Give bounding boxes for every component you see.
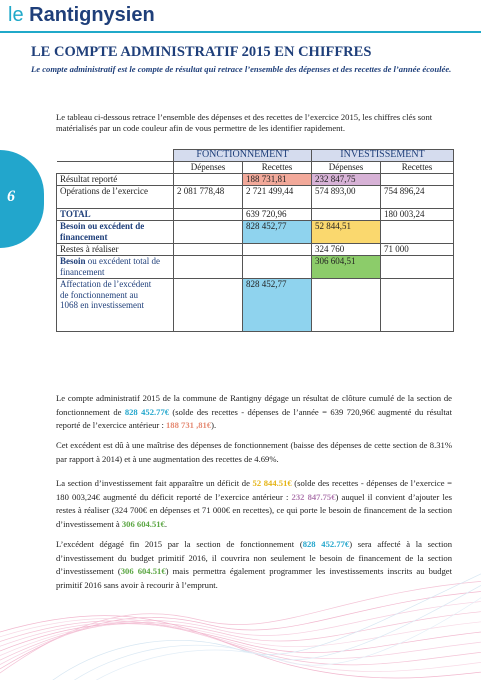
- cell-i-recettes: 71 000: [381, 244, 454, 256]
- cell-i-depenses: 574 893,00: [312, 186, 381, 209]
- cell-f-depenses: [174, 221, 243, 244]
- col-header-i-recettes: Recettes: [381, 162, 454, 174]
- row-label-rest: ou excédent total de financement: [60, 256, 160, 277]
- highlight-232847: 232 847.75€: [291, 491, 336, 502]
- table-row: [57, 209, 454, 221]
- text-run: L’excédent dégagé fin 2015 par la section de fonctionnement (: [56, 539, 303, 549]
- cell-f-depenses: [174, 279, 243, 332]
- table-row: [57, 279, 454, 332]
- table-row: [57, 174, 454, 186]
- row-label: Affectation de l’excédent de fonctionnement au 1068 en investissement: [57, 279, 174, 332]
- cell-f-recettes: 639 720,96: [243, 209, 312, 221]
- cell-f-depenses: [174, 209, 243, 221]
- cell-f-recettes: [243, 256, 312, 279]
- cell-i-depenses: [312, 209, 381, 221]
- cell-f-recettes: 2 721 499,44: [243, 186, 312, 209]
- cell-i-depenses: 52 844,51: [312, 221, 381, 244]
- text-run: (solde des recettes - dépenses de l’année = 639 720,96€ augmenté du résultat reporté de l’exercice antérieur :: [56, 406, 453, 430]
- text-run: La section d’investissement fait apparaître un déficit de: [56, 478, 253, 488]
- cell-f-depenses: [174, 256, 243, 279]
- paragraph-section-investissement: [56, 477, 452, 531]
- text-run: ) auquel il convient d’ajouter les restes à réaliser (324 700€ en dépenses et 71 000€ en recettes), ce qui porte le besoin de financement de la section d’investissement à: [56, 491, 452, 529]
- row-label: Besoin ou excédent de financement: [57, 221, 174, 244]
- col-header-i-depenses: Dépenses: [312, 162, 381, 174]
- table-row: [57, 256, 454, 279]
- cell-f-depenses: [174, 174, 243, 186]
- cell-i-depenses: 324 760: [312, 244, 381, 256]
- col-header-f-recettes: Recettes: [243, 162, 312, 174]
- text-run: ).: [211, 420, 217, 430]
- page-number-tab: [0, 150, 44, 248]
- page-title: LE COMPTE ADMINISTRATIF 2015 EN CHIFFRES: [31, 44, 372, 60]
- highlight-828452: 828 452.77€: [302, 539, 350, 549]
- col-header-f-depenses: Dépenses: [174, 162, 243, 174]
- table-row: [57, 221, 454, 244]
- table-group-header-row: [57, 150, 454, 162]
- cell-i-depenses: 232 847,75: [312, 174, 381, 186]
- text-run: (solde des recettes - dépenses de l’exercice = 180 003,24€ augmenté du déficit reporté de l’exercice antérieur :: [56, 478, 453, 502]
- page-number: 6: [7, 188, 15, 205]
- highlight-188731: 188 731 ,81€: [165, 420, 212, 430]
- cell-i-recettes: [381, 256, 454, 279]
- cell-f-depenses: [174, 244, 243, 256]
- row-label: [57, 256, 174, 279]
- cell-i-depenses: 306 604,51: [312, 256, 381, 279]
- row-label: Restes à réaliser: [57, 244, 174, 256]
- magazine-logo: [8, 4, 155, 27]
- brand-name: Rantignysien: [29, 4, 155, 26]
- cell-f-recettes: [243, 244, 312, 256]
- cell-f-recettes: 828 452,77: [243, 221, 312, 244]
- table-row: [57, 244, 454, 256]
- text-run: .: [164, 518, 167, 529]
- text-run: Le compte administratif 2015 de la commune de Rantigny dégage un résultat de clôture cumulé de la section de fonctionnement de: [56, 393, 452, 417]
- group-header-investissement: INVESTISSEMENT: [312, 150, 454, 162]
- highlight-306604: 306 604.51€: [120, 566, 166, 576]
- table-corner: [57, 150, 174, 162]
- text-run: ) mais permettra également programmer les investissements inscrits au budget primitif 2016 sans avoir à recourir à l’emprunt.: [56, 566, 452, 590]
- budget-table: [56, 149, 454, 332]
- page-header: [0, 0, 481, 34]
- highlight-306604: 306 604.51€: [121, 518, 165, 529]
- cell-f-depenses: 2 081 778,48: [174, 186, 243, 209]
- highlight-52844: 52 844.51€: [252, 478, 292, 488]
- cell-i-recettes: 180 003,24: [381, 209, 454, 221]
- cell-i-recettes: [381, 174, 454, 186]
- text-run: ) sera affecté à la section d’investissement du budget primitif 2016, il couvrira non seulement le besoin de financement de la section d’investissement (: [56, 539, 453, 576]
- paragraph-maitrise-depenses: Cet excédent est dû à une maîtrise des dépenses de fonctionnement (baisse des dépenses de cette section de 8.31% par rapport à 2014) et à une augmentation des recettes de 4.69%.: [56, 440, 452, 464]
- table-sub-header-row: [57, 162, 454, 174]
- intro-paragraph: Le tableau ci-dessous retrace l’ensemble des dépenses et des recettes de l’exercice 2015, les chiffres clés sont matérialisés par un code couleur afin de vous permettre de les identifier rapidement.: [56, 112, 433, 133]
- header-rule: [0, 31, 481, 33]
- paragraph-resultat-fonctionnement: [56, 392, 452, 433]
- table-row: [57, 186, 454, 209]
- row-label: Opérations de l’exercice: [57, 186, 174, 209]
- cell-i-recettes: 754 896,24: [381, 186, 454, 209]
- decorative-wave-lines: [0, 560, 481, 680]
- cell-i-recettes: [381, 279, 454, 332]
- brand-prefix: le: [8, 4, 30, 26]
- cell-f-recettes: 828 452,77: [243, 279, 312, 332]
- row-label: TOTAL: [57, 209, 174, 221]
- page-subtitle: Le compte administratif est le compte de résultat qui retrace l’ensemble des dépenses et des recettes de l’année écoulée.: [31, 64, 452, 74]
- group-header-fonctionnement: FONCTIONNEMENT: [174, 150, 312, 162]
- row-label-bold: Besoin: [60, 256, 86, 266]
- table-corner: [57, 162, 174, 174]
- row-label: Résultat reporté: [57, 174, 174, 186]
- cell-f-recettes: 188 731,81: [243, 174, 312, 186]
- cell-i-recettes: [381, 221, 454, 244]
- highlight-828452: 828 452.77€: [124, 406, 170, 417]
- cell-i-depenses: [312, 279, 381, 332]
